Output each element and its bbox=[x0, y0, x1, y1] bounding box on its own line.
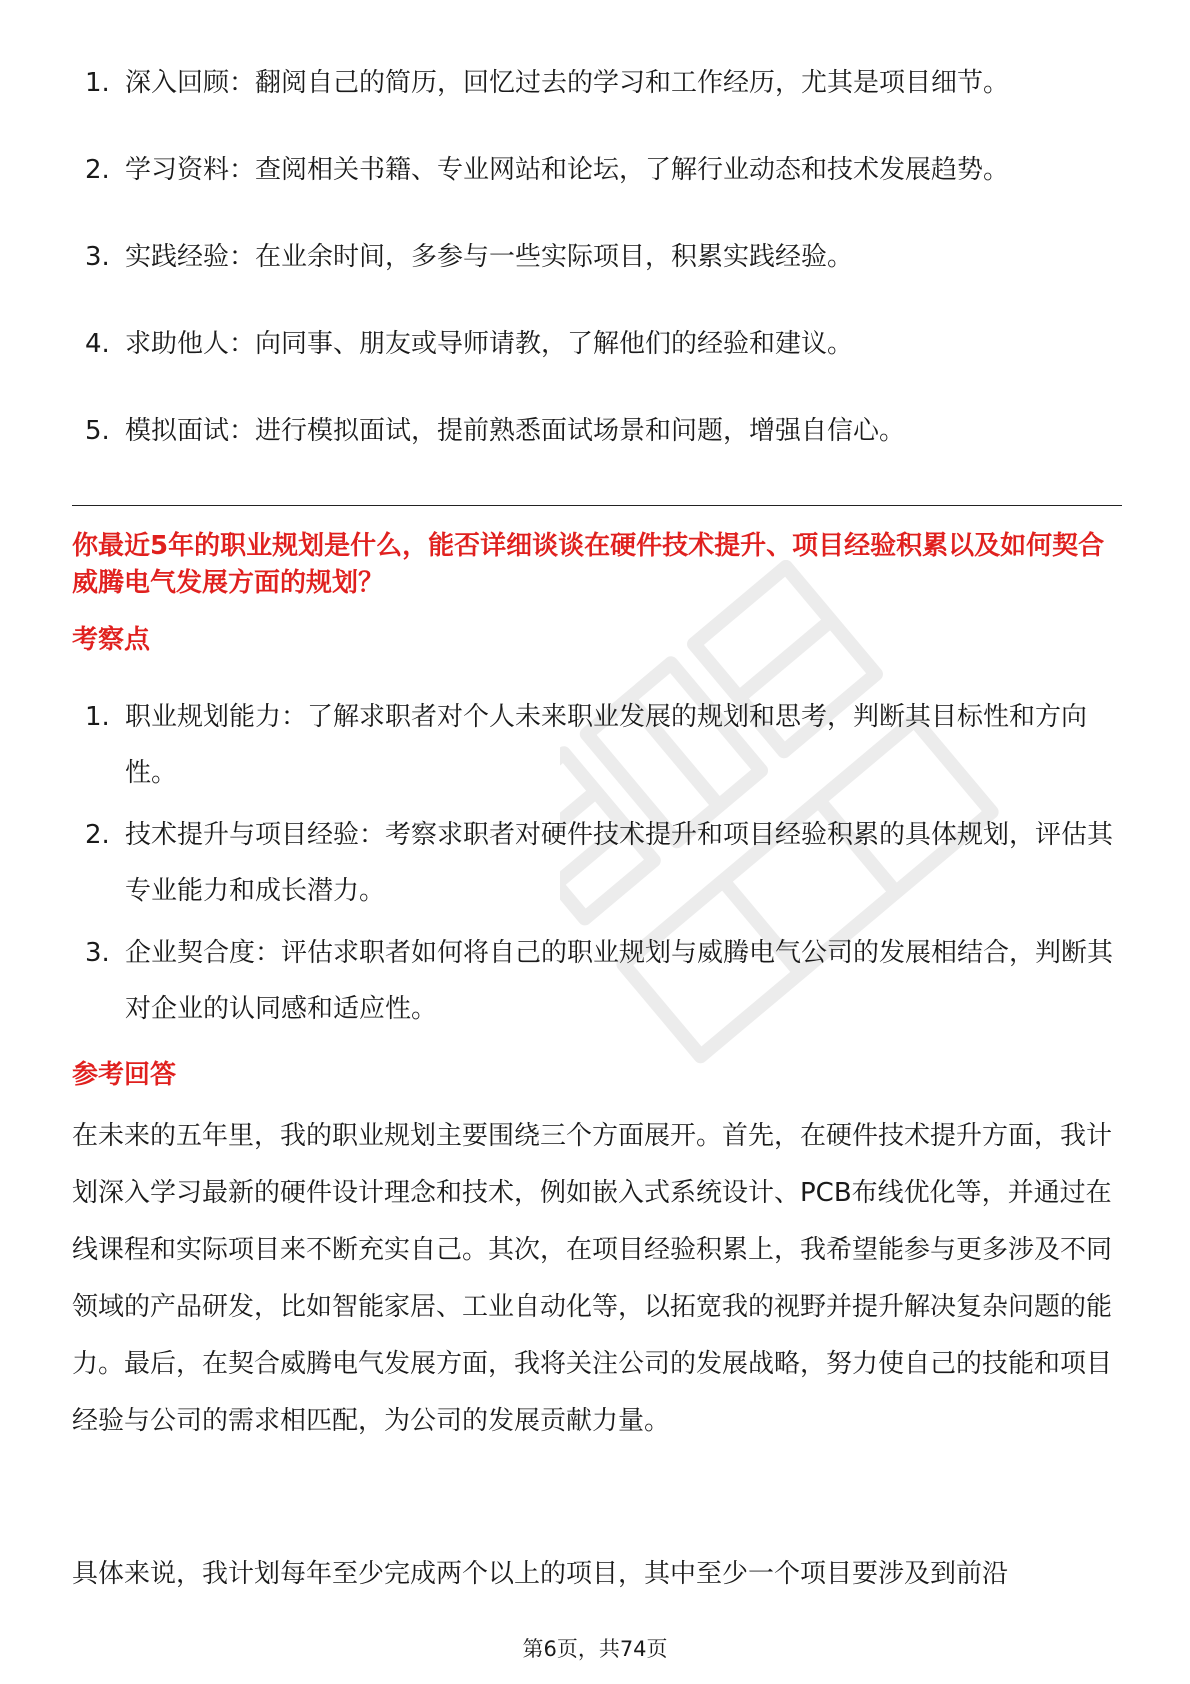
list-item bbox=[85, 807, 1125, 919]
list-item-text: 深入回顾：翻阅自己的简历，回忆过去的学习和工作经历，尤其是项目细节。 bbox=[125, 68, 1010, 98]
list-number: 5. bbox=[85, 416, 110, 446]
list-item-text: 企业契合度：评估求职者如何将自己的职业规划与威腾电气公司的发展相结合，判断其对企业的认同感和适应性。 bbox=[125, 938, 1114, 1024]
list-number: 4. bbox=[85, 329, 110, 359]
check-points-heading: 考察点 bbox=[72, 625, 151, 655]
reference-answer-heading: 参考回答 bbox=[72, 1060, 177, 1090]
answer-paragraph: 在未来的五年里，我的职业规划主要围绕三个方面展开。首先，在硬件技术提升方面，我计划深入学习最新的硬件设计理念和技术，例如嵌入式系统设计、PCB布线优化等，并通过在线课程和实际项目来不断充实自己。其次，在项目经验积累上，我希望能参与更多涉及不同领域的产品研发，比如智能家居、工业自动化等，以拓宽我的视野并提升解决复杂问题的能力。最后，在契合威腾电气发展方面，我将关注公司的发展战略，努力使自己的技能和项目经验与公司的需求相匹配，为公司的发展贡献力量。 bbox=[72, 1121, 1113, 1436]
list-item-text: 学习资料：查阅相关书籍、专业网站和论坛，了解行业动态和技术发展趋势。 bbox=[125, 155, 1010, 185]
list-item bbox=[85, 403, 1125, 459]
list-number: 1. bbox=[85, 68, 110, 98]
list-item-text: 技术提升与项目经验：考察求职者对硬件技术提升和项目经验积累的具体规划，评估其专业能力和成长潜力。 bbox=[125, 820, 1114, 906]
preparation-tips-list bbox=[85, 55, 1125, 490]
list-item bbox=[85, 142, 1125, 198]
interview-question: 你最近5年的职业规划是什么，能否详细谈谈在硬件技术提升、项目经验积累以及如何契合威腾电气发展方面的规划？ bbox=[72, 531, 1105, 598]
list-number: 3. bbox=[85, 938, 110, 968]
list-item bbox=[85, 55, 1125, 111]
page-number-footer: 第6页，共74页 bbox=[522, 1637, 668, 1661]
list-number: 3. bbox=[85, 242, 110, 272]
list-item bbox=[85, 925, 1125, 1037]
list-number: 1. bbox=[85, 702, 110, 732]
list-item-text: 模拟面试：进行模拟面试，提前熟悉面试场景和问题，增强自信心。 bbox=[125, 416, 906, 446]
list-number: 2. bbox=[85, 155, 110, 185]
check-points-list bbox=[85, 689, 1125, 1043]
list-item-text: 实践经验：在业余时间，多参与一些实际项目，积累实践经验。 bbox=[125, 242, 854, 272]
list-number: 2. bbox=[85, 820, 110, 850]
list-item-text: 求助他人：向同事、朋友或导师请教，了解他们的经验和建议。 bbox=[125, 329, 854, 359]
list-item-text: 职业规划能力：了解求职者对个人未来职业发展的规划和思考，判断其目标性和方向性。 bbox=[125, 702, 1088, 788]
list-item bbox=[85, 316, 1125, 372]
answer-paragraph: 具体来说，我计划每年至少完成两个以上的项目，其中至少一个项目要涉及到前沿 bbox=[72, 1559, 1009, 1589]
list-item bbox=[85, 689, 1125, 801]
section-divider bbox=[72, 505, 1122, 506]
list-item bbox=[85, 229, 1125, 285]
